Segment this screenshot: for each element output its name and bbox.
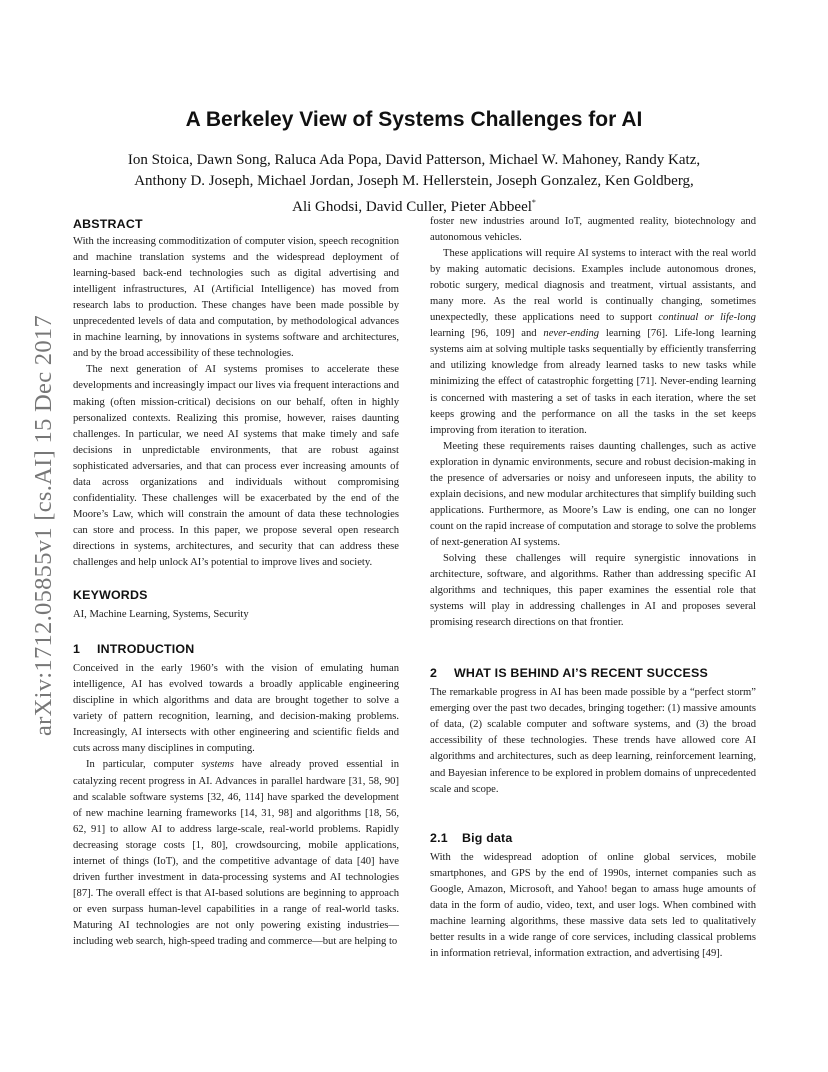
intro-paragraph-3: [430, 246, 756, 439]
arxiv-identifier: arXiv:1712.05855v1 [cs.AI] 15 Dec 2017: [30, 314, 57, 736]
abstract-heading: ABSTRACT: [73, 217, 143, 231]
subsection-title: Big data: [462, 830, 513, 845]
subsection-2-1-paragraph-1: With the widespread adoption of online global services, mobile smartphones, and GPS by the end of 1990s, internet companies such as Google, Amazon, Microsoft, and Yahoo! began to amass huge amounts of data in the form of audio, video, text, and user logs. When combined with machine learning algorithms, these massive data sets led to qualitatively better results in a wide range of core services, including classical problems in information retrieval, information extraction, and advertising [49].: [430, 851, 756, 959]
intro-paragraph-5: Solving these challenges will require synergistic innovations in architecture, software, and algorithms. Rather than addressing specific AI algorithms and techniques, this paper examines the essential role that systems will play in addressing challenges in AI and proposes several promising research directions on that frontier.: [430, 552, 756, 629]
intro-paragraph-4: Meeting these requirements raises daunting challenges, such as active exploration in dynamic environments, secure and robust decision-making in the presence of adversaries or noisy and unforeseen inputs, the ability to explain decisions, and new modular architectures that simplify building such applications. Furthermore, as Moore’s Law is ending, one can no longer count on the rapid increase of computation and storage to solve the problems of next-generation AI systems.: [430, 440, 756, 548]
intro-p2-part-b: have already proved essential in catalyzing recent progress in AI. Advances in parallel hardware [31, 58, 90] and scalable software systems [32, 46, 114] have sparked the development of new machine learning frameworks [14, 31, 98] and algorithms [18, 56, 62, 91] to allow AI to address large-scale, real-world problems. Rapidly decreasing storage costs [1, 80], crowdsourcing, mobile applications, internet of things (IoT), and the competitive advantage of data [40] have driven further investment in data-processing systems and AI technologies [87]. The overall effect is that AI-based solutions are beginning to approach or even surpass human-level capabilities in a range of real-world tasks. Maturing AI technologies are not only powering existing industries—including web search, high-speed trading and commerce—but are helping to: [73, 759, 400, 947]
author-list: [90, 150, 738, 218]
keywords-heading: KEYWORDS: [73, 588, 148, 603]
intro-continued-paragraph: foster new industries around IoT, augmented reality, biotechnology and autonomous vehicles.: [430, 216, 756, 244]
intro-p3-part-b: learning [96, 109] and: [430, 328, 544, 340]
abstract-paragraph-1: With the increasing commoditization of computer vision, speech recognition and machine translation systems and the widespread deployment of learning-based back-end technologies such as digital advertising and intelligent infrastructures, AI (Artificial Intelligence) has moved from research labs to production. These changes have been made possible by unprecedented levels of data and computation, by methodological advances in machine learning, by innovations in systems software and architectures, and by the broad accessibility of these technologies.: [73, 236, 399, 360]
intro-p2-emphasis: systems: [201, 759, 234, 771]
author-line-3-text: Ali Ghodsi, David Culler, Pieter Abbeel: [292, 199, 532, 215]
intro-p3-part-a: These applications will require AI systems to interact with the real world by making automatic decisions. Examples include autonomous drones, robotic surgery, medical diagnosis and treatment, virtual assistants, and many more. As the real world is continually changing, sometimes unexpectedly, these applications need to support: [430, 248, 756, 324]
introduction-heading: [73, 641, 399, 657]
intro-p3-part-c: learning [76]. Life-long learning systems aim at solving multiple tasks sequentially by efficiently transferring and utilizing knowledge from already learned tasks to new tasks while minimizing the effect of catastrophic forgetting [71]. Never-ending learning is concerned with mastering a set of tasks in each iteration, where the set keeps growing and the performance on all the tasks in the set keeps improving from iteration to iteration.: [430, 328, 756, 436]
keywords-text: AI, Machine Learning, Systems, Security: [73, 609, 249, 621]
subsection-2-1-heading: [430, 830, 756, 846]
author-footnote-mark: *: [531, 198, 536, 207]
intro-p3-emphasis-1: continual or life-long: [658, 312, 756, 324]
section-2-paragraph-1: The remarkable progress in AI has been made possible by a “perfect storm” emerging over the past two decades, bringing together: (1) massive amounts of data, (2) scalable computer and software systems, and (3) the broad accessibility of these technologies. These trends have allowed core AI algorithms and architectures, such as deep learning, reinforcement learning, and Bayesian inference to be explored in problem domains of unprecedented scale and scope.: [430, 687, 756, 795]
intro-paragraph-2: [73, 757, 399, 950]
right-column: [430, 214, 756, 962]
author-line-2: Anthony D. Joseph, Michael Jordan, Joseph M. Hellerstein, Joseph Gonzalez, Ken Goldberg,: [134, 173, 694, 189]
intro-p2-part-a: In particular, computer: [86, 759, 202, 771]
section-number: 1: [73, 642, 81, 657]
author-line-1: Ion Stoica, Dawn Song, Raluca Ada Popa, David Patterson, Michael W. Mahoney, Randy Katz,: [127, 152, 701, 168]
section-2-heading: [430, 665, 756, 681]
section-number: 2: [430, 666, 438, 681]
subsection-number: 2.1: [430, 830, 448, 845]
section-title: INTRODUCTION: [97, 642, 195, 657]
intro-p3-emphasis-2: never-ending: [543, 328, 600, 340]
abstract-paragraph-2: The next generation of AI systems promises to accelerate these developments and increasingly impact our lives via frequent interactions and making (often mission-critical) decisions on our behalf, often in highly personalized contexts. Realizing this promise, however, raises daunting challenges. In particular, we need AI systems that make timely and safe decisions in unpredictable environments, that are robust against sophisticated adversaries, and that can process ever increasing amounts of data across organizations and individuals without compromising confidentiality. These challenges will be exacerbated by the end of the Moore’s Law, which will constrain the amount of data these technologies can store and process. In this paper, we propose several open research directions in systems, architectures, and security that can address these challenges and help unlock AI’s potential to improve lives and society.: [73, 364, 399, 568]
section-title: WHAT IS BEHIND AI’S RECENT SUCCESS: [454, 666, 708, 681]
left-column: [73, 216, 399, 950]
intro-paragraph-1: Conceived in the early 1960’s with the vision of emulating human intelligence, AI has evolved towards a broadly applicable engineering discipline in which algorithms and data are brought together to solve a variety of pattern recognition, learning, and decision-making problems. Increasingly, AI intersects with other engineering and scientific fields and cuts across many disciplines in computing.: [73, 663, 399, 755]
paper-title: A Berkeley View of Systems Challenges for AI: [185, 108, 643, 131]
